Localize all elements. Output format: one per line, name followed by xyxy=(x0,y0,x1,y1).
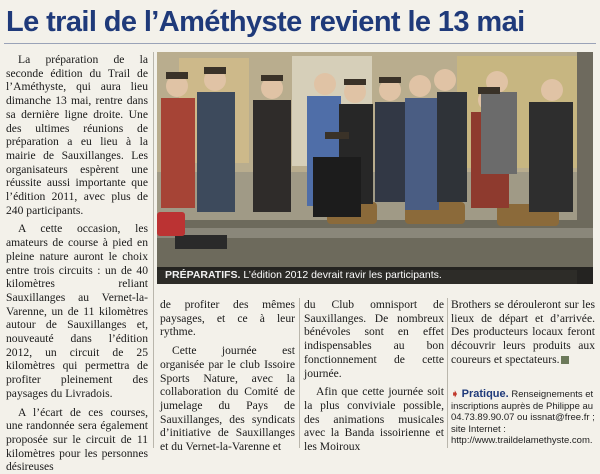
practical-info-box xyxy=(451,389,597,449)
practical-info-text: Renseignements et inscriptions auprès de Philippe au 04.73.89.90.07 ou issnat@free.fr ; site Internet : http://www.traildelamethyste.com. xyxy=(451,389,595,447)
article-headline: Le trail de l’Améthyste revient le 13 mai xyxy=(6,6,525,38)
column-divider xyxy=(299,298,300,448)
group-photo-illustration xyxy=(157,52,593,284)
photo-caption xyxy=(157,267,593,284)
photo-caption-text: L’édition 2012 devrait ravir les participants. xyxy=(240,269,442,281)
paragraph: Cette journée est organisée par le club Issoire Sports Nature, avec la collaboration du Comité de jumelage du Pays de Sauxillanges, des syndicats d’initiative de Sauxillanges et du Vernet-la-Varenne et xyxy=(160,344,295,454)
paragraph: A l’écart de ces courses, une randonnée sera également proposée sur le circuit de 11 kilomètres pour les personnes désireuses xyxy=(6,405,148,474)
article-column-3 xyxy=(304,298,444,454)
paragraph: du Club omnisport de Sauxillanges. De nombreux bénévoles sont en effet indispensables au bon fonctionnement de cette journée. xyxy=(304,298,444,380)
paragraph: Afin que cette journée soit la plus conviviale possible, des animations musicales avec la Banda issoirienne et les Moiroux xyxy=(304,385,444,454)
paragraph-text: Brothers se dérouleront sur les lieux de départ et d’arrivée. Des producteurs locaux feront découvrir leurs produits aux coureurs et spectateurs. xyxy=(451,298,595,366)
column-divider xyxy=(447,298,448,448)
article-column-2 xyxy=(160,298,295,454)
practical-info-label: Pratique. xyxy=(461,388,509,400)
paragraph: de profiter des mêmes paysages, et ce à leur rythme. xyxy=(160,298,295,339)
article-column-1 xyxy=(6,53,148,474)
article-photo xyxy=(157,52,593,284)
paragraph: A cette occasion, les amateurs de course à pied en pleine nature auront le choix entre trois circuits : un de 40 kilomètres reliant Sauxillanges au Vernet-la-Varenne, un de 11 kilomètres autour de Sauxillanges et, nouveauté dans l’édition 2012, un circuit de 25 kilomètres qui permettra de profiter pleinement des paysages du Livradois. xyxy=(6,222,148,400)
end-of-article-icon xyxy=(561,356,569,364)
photo-caption-lead: PRÉPARATIFS. xyxy=(165,269,241,281)
arrow-icon: ➧ xyxy=(451,389,459,400)
article-column-4 xyxy=(451,298,595,388)
paragraph: La préparation de la seconde édition du Trail de l’Améthyste, qui aura lieu dimanche 13 mai, rentre dans sa dernière ligne droite. Une des ultimes réunions de préparation a eu lieu à la mairie de Sauxillanges. Les organisateurs espèrent une réussite aussi importante que l’édition 2011, avec plus de 240 participants. xyxy=(6,53,148,217)
column-divider xyxy=(153,52,154,448)
paragraph xyxy=(451,298,595,367)
headline-divider xyxy=(4,43,596,44)
